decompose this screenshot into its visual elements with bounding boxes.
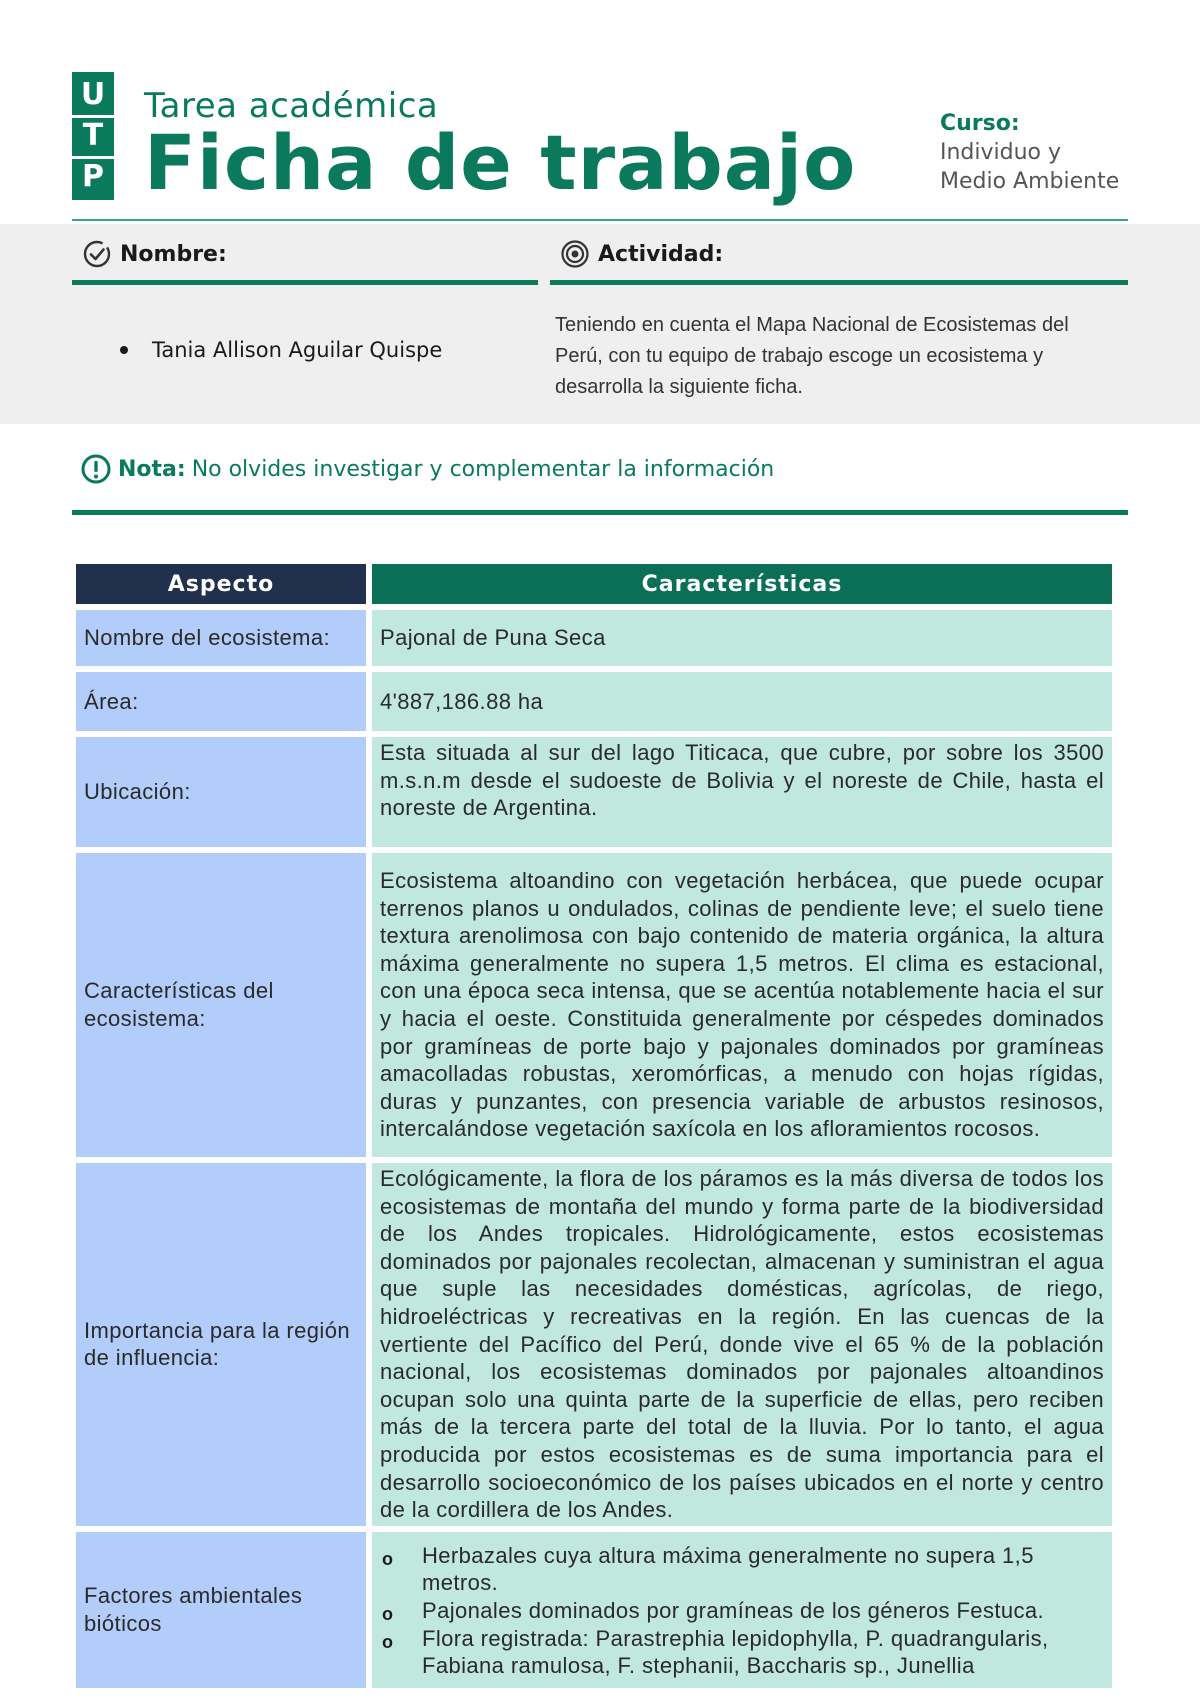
course-line: Individuo y	[940, 140, 1062, 165]
circle-bullet-icon: o	[382, 1548, 394, 1569]
target-icon	[560, 239, 590, 269]
student-item	[120, 338, 442, 362]
activity-description: Teniendo en cuenta el Mapa Nacional de Ecosistemas del Perú, con tu equipo de trabajo escoge un ecosistema y desarrolla la siguiente ficha.	[555, 314, 1069, 398]
aspect-cell: Características del ecosistema:	[76, 853, 366, 1157]
activity-heading	[550, 228, 1128, 285]
table-row	[76, 672, 1112, 731]
value-cell: Ecológicamente, la flora de los páramos es la más diversa de todos los ecosistemas de montaña del mundo y forma parte de la biodiversidad de los Andes tropicales. Hidrológicamente, estos ecosistemas dominados por pajonales recolectan, almacenan y suministran el agua que suple las necesidades domésticas, agrícolas, de riego, hidroeléctricas y recreativas en la región. En las cuencas de la vertiente del Pacífico del Perú, donde vive el 65 % de la población nacional, los ecosistemas dominados por pajonales altoandinos ocupan solo una quinta parte de la superficie de ellas, pero reciben más de la tercera parte del total de la lluvia. Por lo tanto, el agua producida por estos ecosistemas es de suma importancia para el desarrollo socioeconómico de los países ubicados en el norte y centro de la cordillera de los Andes.	[372, 1163, 1112, 1526]
table-header-row	[76, 564, 1112, 604]
activity-label: Actividad:	[598, 241, 724, 267]
logo-letter-t: T	[72, 115, 114, 154]
list-item	[380, 1542, 1104, 1597]
course-line: Medio Ambiente	[940, 169, 1120, 194]
logo-letter-u: U	[80, 77, 106, 112]
value-cell: Ecosistema altoandino con vegetación herbácea, que puede ocupar terrenos planos u ondulados, colinas de pendiente leve; el suelo tiene textura arenolimosa con bajo contenido de materia orgánica, la altura máxima generalmente no supera 1,5 metros. El clima es estacional, con una época seca intensa, que se acentúa notablemente hacia el sur y hacia el oeste. Constituida generalmente por céspedes dominados por gramíneas de porte bajo y pajonales dominados por gramíneas amacolladas robustas, xeromórficas, a menudo con hojas rígidas, duras y punzantes, con presencia variable de arbustos resinosos, intercalándose vegetación saxícola en los afloramientos rocosos.	[372, 853, 1112, 1157]
utp-logo	[72, 72, 114, 200]
exclamation-circle-icon	[80, 453, 112, 485]
table-row	[76, 610, 1112, 666]
aspect-cell: Factores ambientales bióticos	[76, 1532, 366, 1688]
column-header-caracteristicas: Características	[372, 564, 1112, 604]
biotic-factors-list	[380, 1542, 1104, 1680]
circle-bullet-icon: o	[382, 1631, 394, 1652]
table-row	[76, 1163, 1112, 1526]
course-block	[940, 110, 1160, 196]
title-divider	[72, 219, 1128, 221]
aspect-cell: Nombre del ecosistema:	[76, 610, 366, 666]
table-row	[76, 1532, 1112, 1688]
table-row	[76, 737, 1112, 847]
list-item-text: Flora registrada: Parastrephia lepidophylla, P. quadrangularis, Fabiana ramulosa, F. stephanii, Baccharis sp., Junellia	[422, 1625, 1049, 1679]
course-label: Curso:	[940, 111, 1020, 136]
aspect-cell: Importancia para la región de influencia:	[76, 1163, 366, 1526]
note-text: No olvides investigar y complementar la información	[191, 456, 775, 482]
value-cell: Pajonal de Puna Seca	[372, 610, 1112, 666]
list-item-text: Pajonales dominados por gramíneas de los géneros Festuca.	[422, 1597, 1045, 1623]
note	[80, 453, 774, 485]
column-header-aspecto: Aspecto	[76, 564, 366, 604]
value-cell: 4'887,186.88 ha	[372, 672, 1112, 731]
value-cell	[372, 1532, 1112, 1688]
table-row	[76, 853, 1112, 1157]
list-item-text: Herbazales cuya altura máxima generalmente no supera 1,5 metros.	[422, 1542, 1034, 1596]
note-divider	[72, 510, 1128, 515]
aspect-cell: Área:	[76, 672, 366, 731]
student-name: Tania Allison Aguilar Quispe	[152, 338, 443, 362]
page-title: Ficha de trabajo	[144, 118, 857, 207]
name-label: Nombre:	[120, 241, 227, 267]
list-item	[380, 1625, 1104, 1680]
value-cell: Esta situada al sur del lago Titicaca, que cubre, por sobre los 3500 m.s.n.m desde el sudoeste de Bolivia y el noreste de Chile, hasta el noreste de Argentina.	[372, 737, 1112, 847]
note-label: Nota:	[118, 456, 186, 482]
page-kicker: Tarea académica	[144, 86, 439, 126]
logo-letter-p: P	[72, 156, 114, 195]
list-item	[380, 1597, 1104, 1625]
name-heading	[72, 228, 538, 285]
ecosystem-table	[70, 558, 1118, 1694]
aspect-cell: Ubicación:	[76, 737, 366, 847]
check-circle-icon	[82, 239, 112, 269]
bullet-icon	[120, 346, 128, 354]
circle-bullet-icon: o	[382, 1603, 394, 1624]
